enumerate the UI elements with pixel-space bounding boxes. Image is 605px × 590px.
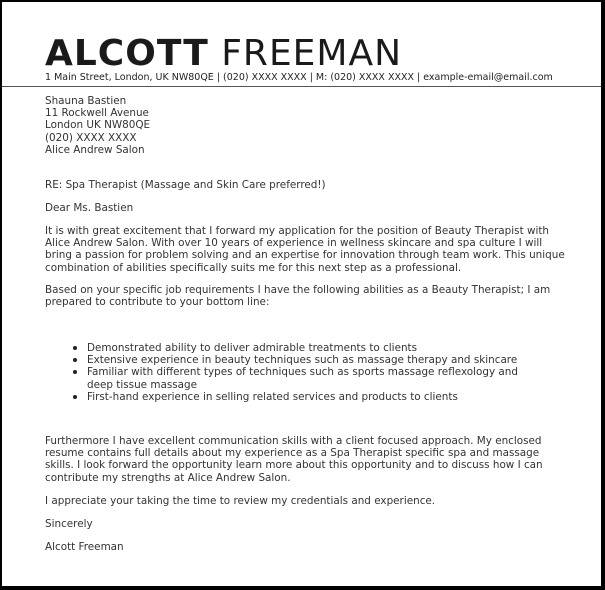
bullet-icon: [73, 358, 77, 362]
bullet-icon: [73, 395, 77, 399]
sender-first-name: ALCOTT: [45, 33, 209, 74]
list-item-text: Extensive experience in beauty techniques such as massage therapy and skincare: [87, 354, 518, 367]
letter-page: [2, 2, 601, 586]
signature-name: Alcott Freeman: [45, 541, 124, 553]
salutation: Dear Ms. Bastien: [45, 202, 134, 214]
recipient-address-block: [45, 95, 565, 156]
paragraph-intro: It is with great excitement that I forward my application for the position of Beauty Therapist with Alice Andrew Salon. With over 10 years of experience in wellness skincare and spa culture I will bring a passion for problem solving and an expertise for innovation through team work. This unique combination of abilities specifically suits me for this next step as a professional.: [45, 225, 565, 274]
list-item: [65, 366, 535, 390]
sender-last-name: FREEMAN: [221, 33, 403, 74]
paragraph-appreciation: I appreciate your taking the time to review my credentials and experience.: [45, 495, 436, 507]
bullet-icon: [73, 370, 77, 374]
list-item-text: First-hand experience in selling related services and products to clients: [87, 390, 458, 403]
recipient-company: Alice Andrew Salon: [45, 143, 145, 156]
list-item: [65, 342, 535, 354]
recipient-city: London UK NW80QE: [45, 119, 151, 132]
recipient-street: 11 Rockwell Avenue: [45, 107, 149, 120]
list-item: [65, 391, 535, 403]
header-divider: [2, 86, 601, 87]
list-item: [65, 354, 535, 366]
bullet-icon: [73, 346, 77, 350]
paragraph-communication: Furthermore I have excellent communication skills with a client focused approach. My enclosed resume contains full details about my experience as a Spa Therapist specific spa and massage skills. I look forward the opportunity learn more about this opportunity and to discuss how I can contribute my strengths at Alice Andrew Salon.: [45, 435, 543, 484]
sender-contact-line: 1 Main Street, London, UK NW80QE | (020) XXXX XXXX | M: (020) XXXX XXXX | example-email@email.com: [45, 72, 553, 83]
abilities-list: [65, 342, 535, 403]
closing: Sincerely: [45, 518, 93, 530]
recipient-name: Shauna Bastien: [45, 95, 127, 107]
list-item-text: Familiar with different types of techniques such as sports massage reflexology and deep tissue massage: [87, 366, 518, 391]
sender-name: [45, 34, 402, 74]
recipient-phone: (020) XXXX XXXX: [45, 131, 137, 144]
list-item-text: Demonstrated ability to deliver admirable treatments to clients: [87, 342, 418, 354]
paragraph-requirements: Based on your specific job requirements I have the following abilities as a Beauty Therapist; I am prepared to contribute to your bottom line:: [45, 284, 551, 309]
subject-line: RE: Spa Therapist (Massage and Skin Care preferred!): [45, 179, 326, 191]
